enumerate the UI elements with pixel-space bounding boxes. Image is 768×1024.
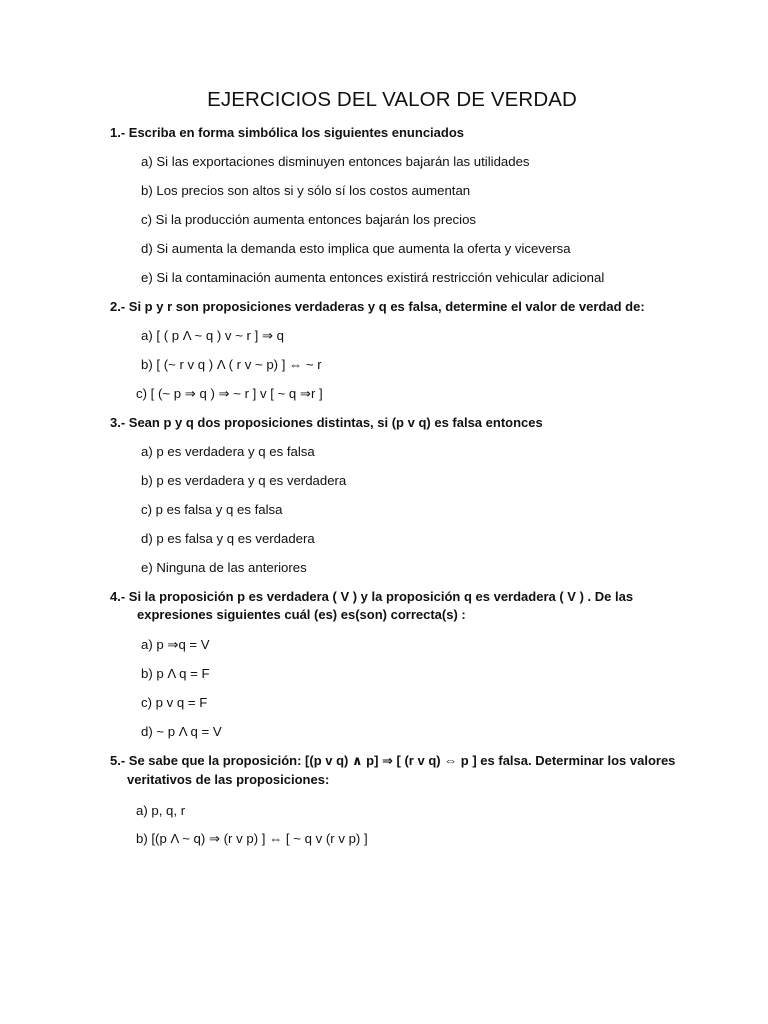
question-4-option-a: a) p ⇒q = V: [141, 637, 210, 652]
question-4-heading-line-2: expresiones siguientes cuál (es) es(son) correcta(s) :: [137, 607, 466, 622]
question-1-option-d: d) Si aumenta la demanda esto implica que aumenta la oferta y viceversa: [141, 241, 571, 256]
question-3-option-c: c) p es falsa y q es falsa: [141, 502, 283, 517]
question-4-option-b: b) p Λ q = F: [141, 666, 210, 681]
question-3-option-b: b) p es verdadera y q es verdadera: [141, 473, 347, 488]
question-1-option-b: b) Los precios son altos si y sólo sí los costos aumentan: [141, 183, 471, 198]
question-1-heading: 1.- Escriba en forma simbólica los siguientes enunciados: [110, 125, 464, 140]
question-2-option-b: b) [ (~ r v q ) Λ ( r v ~ p) ] ⇔ ~ r: [141, 357, 322, 372]
question-3-option-d: d) p es falsa y q es verdadera: [141, 531, 315, 546]
question-5-option-a: a) p, q, r: [136, 803, 186, 818]
question-1-option-a: a) Si las exportaciones disminuyen entonces bajarán las utilidades: [141, 154, 530, 169]
question-4-option-c: c) p v q = F: [141, 695, 208, 710]
question-5-heading-line-2: veritativos de las proposiciones:: [127, 772, 330, 787]
question-3-heading: 3.- Sean p y q dos proposiciones distintas, si (p v q) es falsa entonces: [110, 415, 543, 430]
question-5-heading-line-1: 5.- Se sabe que la proposición: [(p v q) ∧ p] ⇒ [ (r v q) ⇔ p ] es falsa. Determinar los valores: [110, 753, 676, 768]
question-5-option-b: b) [(p Λ ~ q) ⇒ (r v p) ] ⇔ [ ~ q v (r v p) ]: [136, 831, 368, 846]
question-1-option-e: e) Si la contaminación aumenta entonces existirá restricción vehicular adicional: [141, 270, 605, 285]
question-4-option-d: d) ~ p Λ q = V: [141, 724, 222, 739]
question-3-option-a: a) p es verdadera y q es falsa: [141, 444, 315, 459]
question-5-heading: [110, 753, 675, 787]
question-3-option-e: e) Ninguna de las anteriores: [141, 560, 307, 575]
question-4-heading: [110, 589, 633, 622]
question-2-option-a: a) [ ( p Λ ~ q ) v ~ r ] ⇒ q: [141, 328, 284, 343]
document-title: EJERCICIOS DEL VALOR DE VERDAD: [207, 88, 577, 111]
question-4-heading-line-1: 4.- Si la proposición p es verdadera ( V ) y la proposición q es verdadera ( V ) . De las: [110, 589, 634, 604]
question-2-option-c: c) [ (~ p ⇒ q ) ⇒ ~ r ] v [ ~ q ⇒r ]: [136, 386, 323, 401]
question-1-option-c: c) Si la producción aumenta entonces bajarán los precios: [141, 212, 477, 227]
question-2-heading: 2.- Si p y r son proposiciones verdaderas y q es falsa, determine el valor de verdad de:: [110, 299, 645, 314]
